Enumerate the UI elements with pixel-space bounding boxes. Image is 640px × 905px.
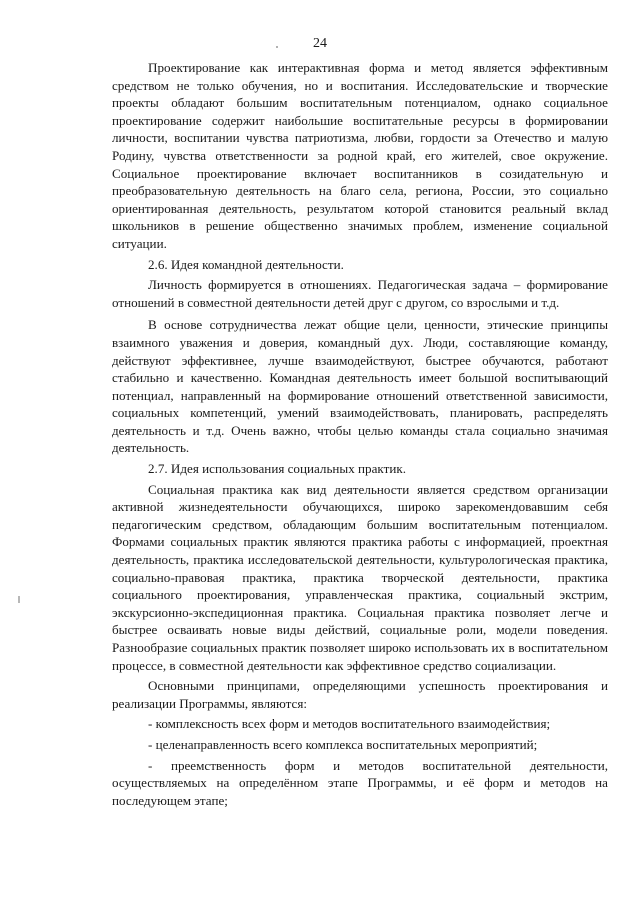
section-heading-2-7: 2.7. Идея использования социальных практик.	[148, 461, 406, 477]
paragraph-social-practice: Социальная практика как вид деятельности является средством организации активной жизнедеятельности обучающихся, широко зарекомендовавшим себя педагогическим средством, обладающим большим воспитательным потенциалом. Формами социальных практик являются практика работы с информацией, проектная деятельность, практика исследовательской деятельности, культурологическая практика, социально-правовая практика, практика творческой деятельности, практика социального проектирования, управленческая практика, социальный экстрим, экскурсионно-экспедиционная практика. Социальная практика позволяет легче и быстрее осваивать новые виды действий, социальные роли, модели поведения. Разнообразие социальных практик позволяет широко использовать их в воспитательном процессе, в совместной деятельности как эффективное средство социализации.	[112, 481, 608, 673]
paragraph-principles-intro: Основными принципами, определяющими успешность проектирования и реализации Программы, являются:	[112, 678, 608, 711]
paragraph-cooperation: В основе сотрудничества лежат общие цели, ценности, этические принципы взаимного уважения и доверия, командный дух. Люди, составляющие команду, действуют эффективнее, лучше взаимодействуют, быстрее обучаются, работают стабильно и качественно. Командная деятельность имеет большой воспитывающий потенциал, направленный на формирование отношений ответственной зависимости, социальных компетенций, умений взаимодействовать, планировать, распределять деятельность и т.д. Очень важно, чтобы целью команды стала социально значимая деятельность.	[112, 317, 608, 456]
document-body	[112, 59, 608, 809]
section-heading-2-6: 2.6. Идея командной деятельности.	[148, 256, 344, 272]
scan-mark	[18, 596, 20, 603]
paragraph-project-design: Проектирование как интерактивная форма и метод является эффективным средством не только обучения, но и воспитания. Исследовательские и творческие проекты обладают большим воспитательным потенциалом, однако социальное проектирование содержит наибольшие воспитательные ресурсы в формировании личности, воспитании чувства патриотизма, любви, гордости за Отечество и малую Родину, чувства ответственности за родной край, его жителей, свое окружение. Социальное проектирование включает воспитанников в созидательную и преобразовательную деятельность на благо села, региона, России, это социально ориентированная деятельность, результатом которой становится реальный вклад школьников в решение общественно значимых проблем, изменение социальной ситуации.	[112, 60, 608, 251]
page-number: 24	[313, 36, 327, 51]
list-item-complexity: - комплексность всех форм и методов воспитательного взаимодействия;	[148, 716, 551, 732]
paragraph-personality-relations: Личность формируется в отношениях. Педагогическая задача – формирование отношений в совместной деятельности детей друг с другом, со взрослыми и т.д.	[112, 277, 608, 310]
list-item-purposefulness: - целенаправленность всего комплекса воспитательных мероприятий;	[148, 736, 538, 752]
list-item-continuity: - преемственность форм и методов воспитательной деятельности, осуществляемых на определённом этапе Программы, и её форм и методов на последующем этапе;	[112, 757, 608, 808]
